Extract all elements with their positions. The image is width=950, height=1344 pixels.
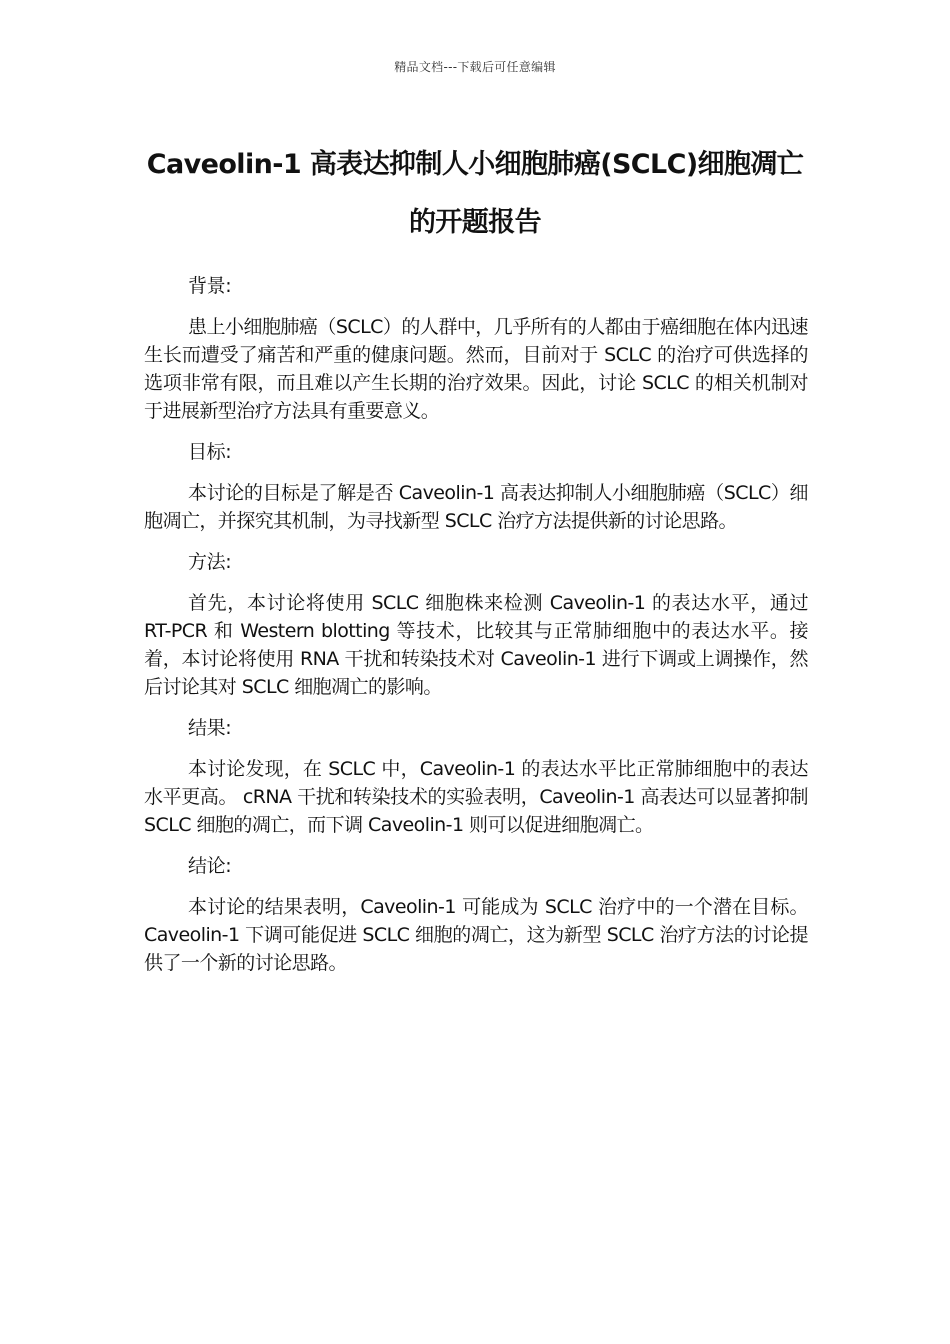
section-objective: [144, 438, 808, 535]
document-body: [144, 272, 808, 990]
section-conclusion: [144, 852, 808, 977]
section-heading: 结果:: [188, 717, 232, 739]
section-heading: 背景:: [188, 275, 232, 297]
section-results: [144, 714, 808, 839]
section-background: [144, 272, 808, 425]
document-title: Caveolin-1 高表达抑制人小细胞肺癌(SCLC)细胞凋亡的开题报告: [146, 149, 804, 238]
section-paragraph: 首先，本讨论将使用 SCLC 细胞株来检测 Caveolin-1 的表达水平，通过 RT-PCR 和 Western blotting 等技术，比较其与正常肺细胞中的表达水平。接着，本讨论将使用 RNA 干扰和转染技术对 Caveolin-1 进行下调或上调操作，然后讨论其对 SCLC 细胞凋亡的影响。: [144, 592, 808, 698]
section-heading: 目标:: [188, 441, 232, 463]
section-paragraph: 本讨论的结果表明，Caveolin-1 可能成为 SCLC 治疗中的一个潜在目标。Caveolin-1 下调可能促进 SCLC 细胞的凋亡，这为新型 SCLC 治疗方法的讨论提供了一个新的讨论思路。: [144, 896, 808, 974]
section-methods: [144, 548, 808, 701]
section-heading: 方法:: [188, 551, 232, 573]
section-paragraph: 本讨论的目标是了解是否 Caveolin-1 高表达抑制人小细胞肺癌（SCLC）细胞凋亡，并探究其机制，为寻找新型 SCLC 治疗方法提供新的讨论思路。: [144, 482, 808, 532]
section-paragraph: 本讨论发现，在 SCLC 中，Caveolin-1 的表达水平比正常肺细胞中的表达水平更高。 cRNA 干扰和转染技术的实验表明，Caveolin-1 高表达可以显著抑制 SCLC 细胞的凋亡，而下调 Caveolin-1 则可以促进细胞凋亡。: [144, 758, 808, 836]
section-paragraph: 患上小细胞肺癌（SCLC）的人群中，几乎所有的人都由于癌细胞在体内迅速生长而遭受了痛苦和严重的健康问题。然而，目前对于 SCLC 的治疗可供选择的选项非常有限，而且难以产生长期的治疗效果。因此，讨论 SCLC 的相关机制对于进展新型治疗方法具有重要意义。: [144, 316, 808, 422]
section-heading: 结论:: [188, 855, 232, 877]
header-note: 精品文档---下载后可任意编辑: [394, 60, 556, 74]
